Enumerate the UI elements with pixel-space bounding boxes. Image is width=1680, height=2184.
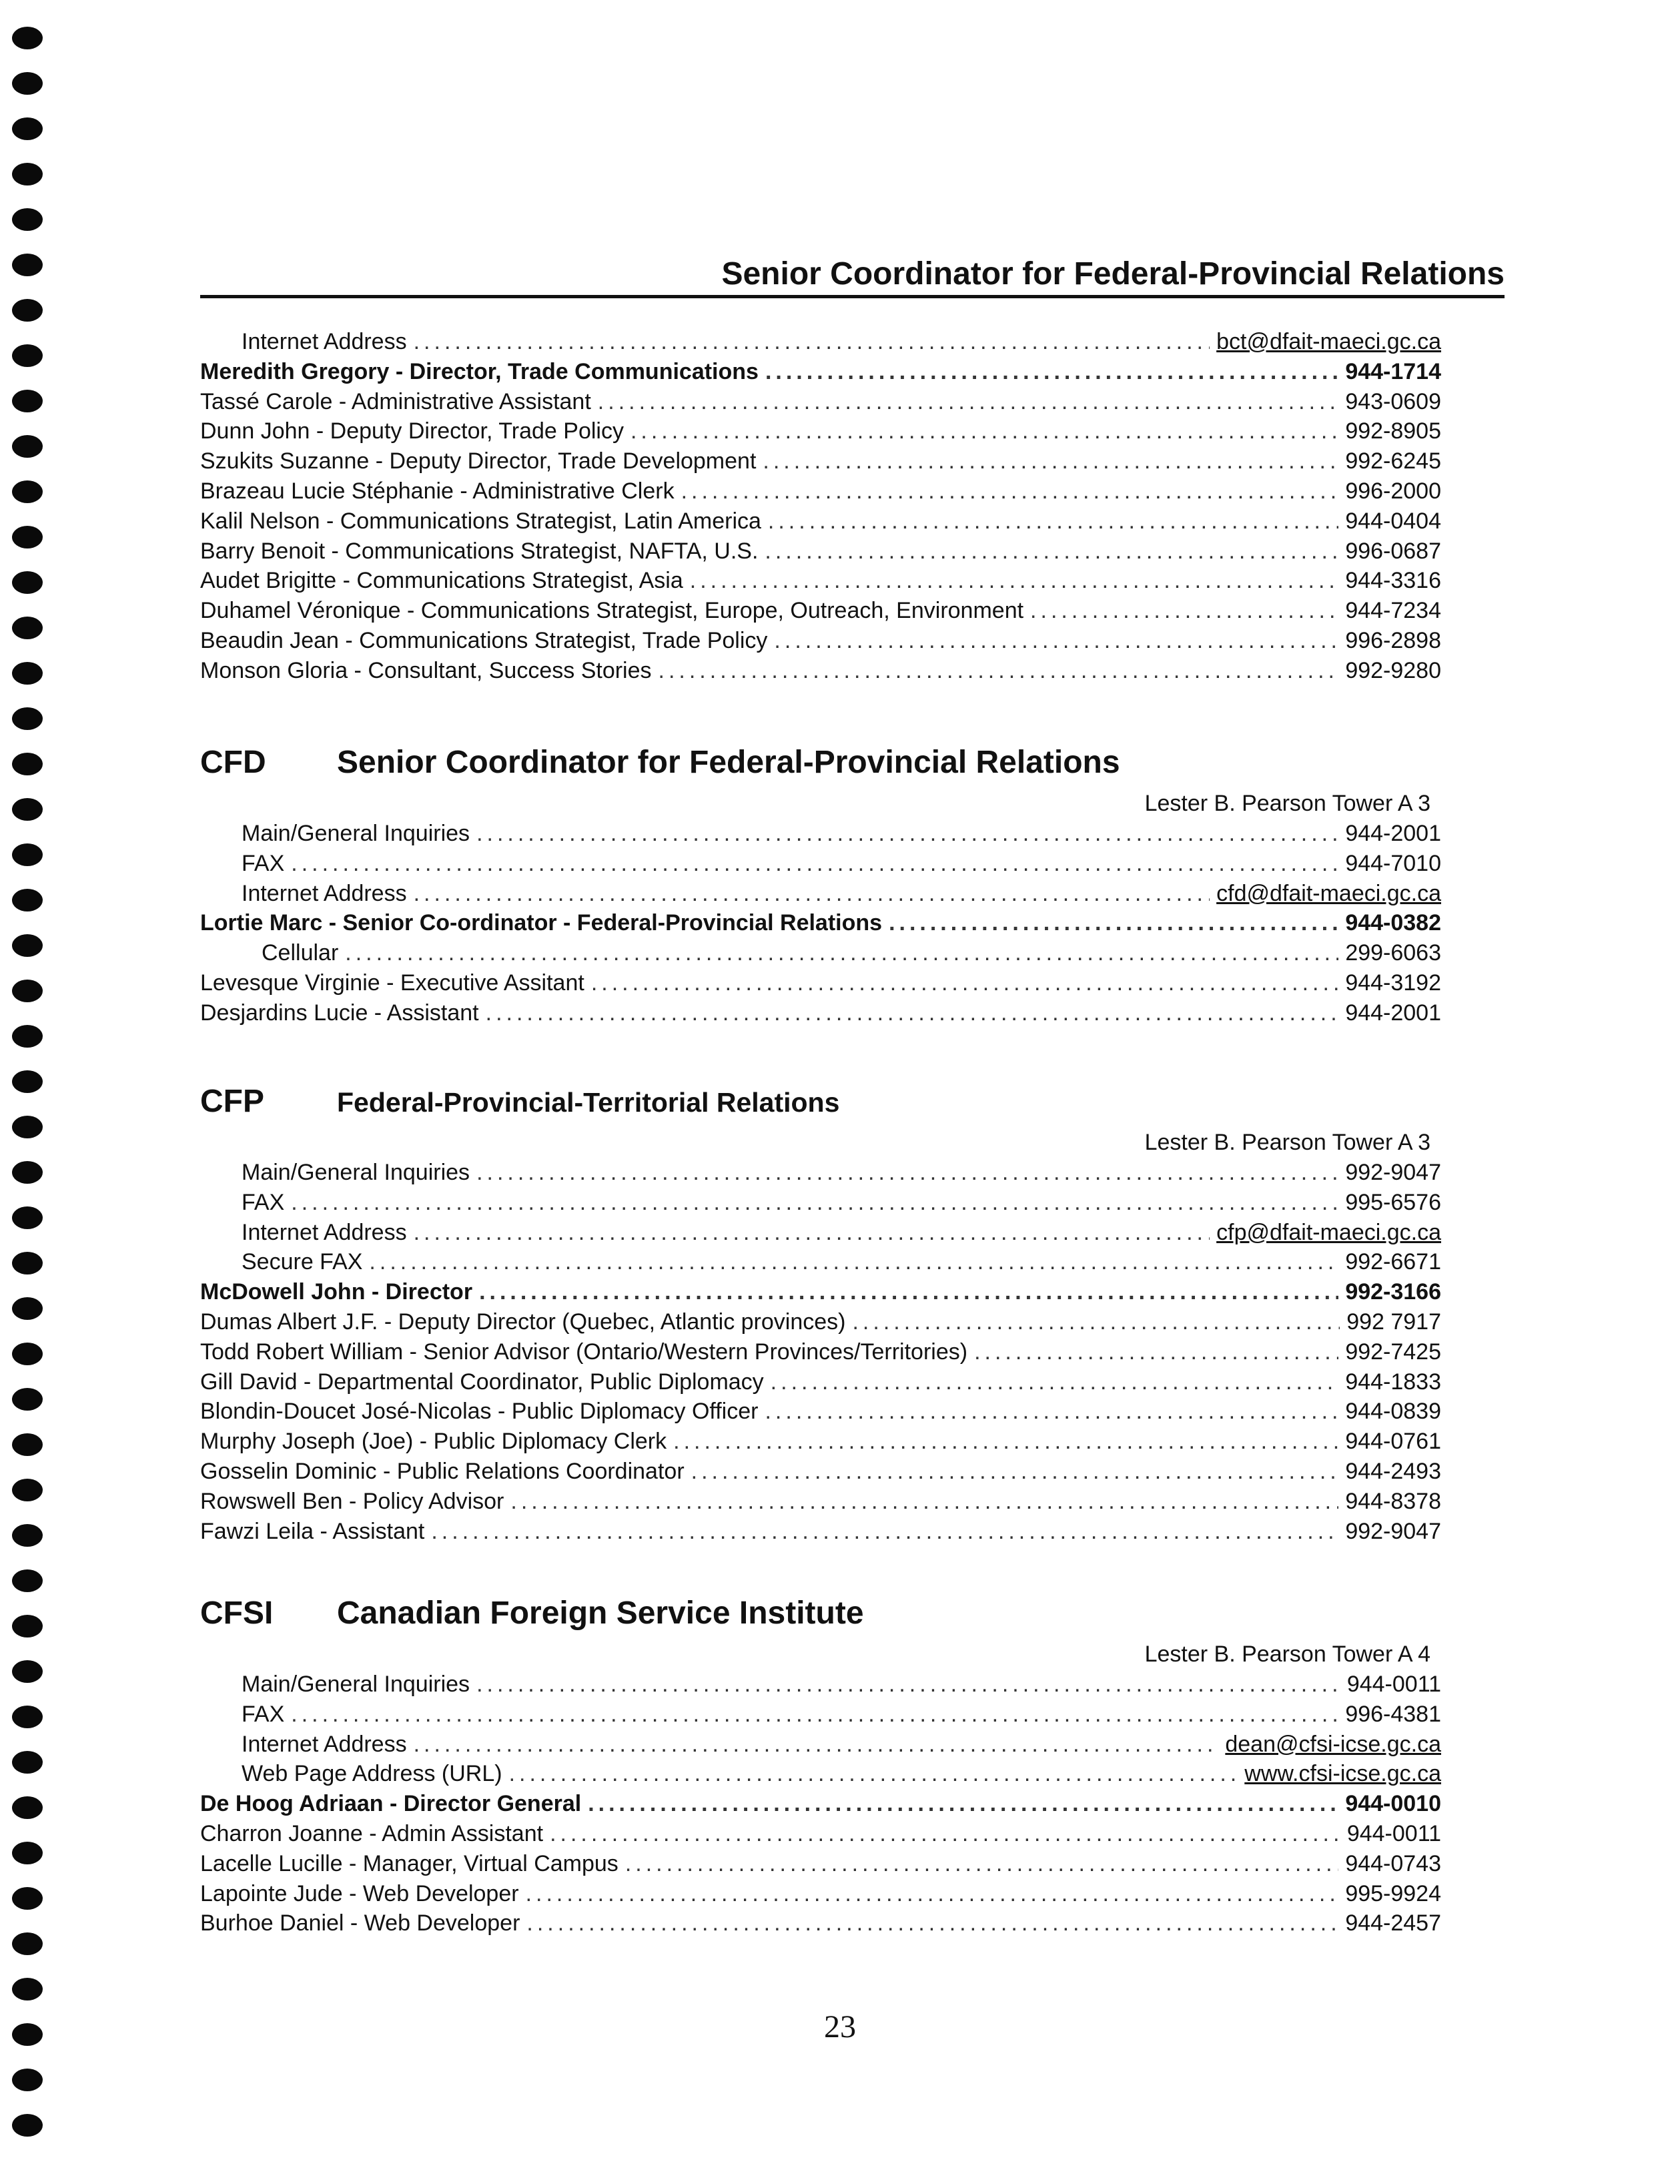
section-heading bbox=[200, 1083, 1441, 1127]
binding-hole bbox=[12, 798, 43, 821]
dot-leader bbox=[625, 1849, 1339, 1879]
entry-phone: 992-7425 bbox=[1345, 1339, 1441, 1365]
entry-phone: 299-6063 bbox=[1345, 940, 1441, 966]
binding-hole bbox=[12, 1978, 43, 2000]
entry-label: Szukits Suzanne - Deputy Director, Trade Development bbox=[200, 448, 757, 474]
entry-label: Main/General Inquiries bbox=[242, 1160, 470, 1185]
dot-leader bbox=[414, 1218, 1210, 1248]
entry-label: FAX bbox=[242, 850, 285, 876]
binding-hole bbox=[12, 1297, 43, 1320]
binding-hole bbox=[12, 344, 43, 367]
binding-hole bbox=[12, 889, 43, 912]
dot-leader bbox=[291, 1700, 1338, 1730]
binding-hole bbox=[12, 163, 43, 186]
binding-hole bbox=[12, 1932, 43, 1955]
directory-entry bbox=[200, 1908, 1441, 1938]
entry-phone: 944-3192 bbox=[1345, 970, 1441, 996]
directory-entry bbox=[200, 656, 1441, 686]
binding-hole bbox=[12, 2069, 43, 2091]
entry-list bbox=[200, 1158, 1441, 1546]
directory-entry bbox=[200, 506, 1441, 536]
entry-label: Gill David - Departmental Coordinator, Public Diplomacy bbox=[200, 1369, 764, 1395]
entry-label: Desjardins Lucie - Assistant bbox=[200, 1000, 479, 1026]
entry-label: Duhamel Véronique - Communications Strategist, Europe, Outreach, Environment bbox=[200, 598, 1024, 624]
binding-hole bbox=[12, 843, 43, 866]
dot-leader bbox=[291, 849, 1338, 879]
binding-hole bbox=[12, 480, 43, 503]
dot-leader bbox=[414, 327, 1210, 357]
entry-label: Meredith Gregory - Director, Trade Communications bbox=[200, 358, 759, 384]
dot-leader bbox=[1030, 596, 1338, 626]
binding-hole bbox=[12, 934, 43, 957]
dot-leader bbox=[476, 1670, 1340, 1700]
entry-phone: 944-2457 bbox=[1345, 1910, 1441, 1936]
dot-leader bbox=[588, 1789, 1338, 1819]
entry-label: Murphy Joseph (Joe) - Public Diplomacy Clerk bbox=[200, 1429, 667, 1455]
directory-entry bbox=[200, 1337, 1441, 1367]
entry-label: Lapointe Jude - Web Developer bbox=[200, 1880, 519, 1906]
directory-entry bbox=[200, 938, 1441, 968]
dot-leader bbox=[659, 656, 1339, 686]
dot-leader bbox=[598, 387, 1339, 417]
section-cfp bbox=[200, 1083, 1441, 1546]
spiral-binding bbox=[12, 27, 44, 2162]
dot-leader bbox=[414, 879, 1210, 909]
dot-leader bbox=[763, 446, 1338, 476]
directory-entry bbox=[200, 357, 1441, 387]
binding-hole bbox=[12, 1887, 43, 1910]
binding-hole bbox=[12, 571, 43, 594]
entry-label: Burhoe Daniel - Web Developer bbox=[200, 1910, 520, 1936]
dot-leader bbox=[765, 1397, 1338, 1427]
binding-hole bbox=[12, 435, 43, 458]
entry-phone: 996-0687 bbox=[1345, 538, 1441, 564]
entry-phone: 992-8905 bbox=[1345, 418, 1441, 444]
directory-entry bbox=[200, 387, 1441, 417]
dot-leader bbox=[774, 626, 1338, 656]
section-cfd bbox=[200, 744, 1441, 1028]
dot-leader bbox=[765, 357, 1338, 387]
binding-hole bbox=[12, 1433, 43, 1456]
directory-entry bbox=[200, 1759, 1441, 1789]
dot-leader bbox=[509, 1759, 1238, 1789]
binding-hole bbox=[12, 1615, 43, 1637]
entry-phone: 992-9047 bbox=[1345, 1518, 1441, 1544]
binding-hole bbox=[12, 1660, 43, 1683]
directory-entry bbox=[200, 849, 1441, 879]
section-location: Lester B. Pearson Tower A 3 bbox=[1144, 1130, 1430, 1155]
directory-entry bbox=[200, 1457, 1441, 1487]
entry-label: Brazeau Lucie Stéphanie - Administrative Clerk bbox=[200, 478, 675, 504]
directory-entry bbox=[200, 1158, 1441, 1188]
directory-entry bbox=[200, 446, 1441, 476]
entry-label: Audet Brigitte - Communications Strategist, Asia bbox=[200, 568, 683, 594]
dot-leader bbox=[291, 1188, 1338, 1218]
dot-leader bbox=[691, 1457, 1339, 1487]
entry-link[interactable]: dean@cfsi-icse.gc.ca bbox=[1225, 1731, 1441, 1757]
dot-leader bbox=[550, 1819, 1340, 1849]
entry-phone: 944-0011 bbox=[1346, 1672, 1441, 1697]
dot-leader bbox=[526, 1879, 1339, 1909]
entry-link[interactable]: bct@dfait-maeci.gc.ca bbox=[1216, 329, 1441, 354]
entry-label: Internet Address bbox=[242, 1219, 407, 1245]
directory-entry bbox=[200, 596, 1441, 626]
binding-hole bbox=[12, 1343, 43, 1365]
directory-entry bbox=[200, 566, 1441, 596]
binding-hole bbox=[12, 707, 43, 730]
binding-hole bbox=[12, 1025, 43, 1048]
directory-entry bbox=[200, 1188, 1441, 1218]
dot-leader bbox=[476, 819, 1338, 849]
entry-label: Main/General Inquiries bbox=[242, 821, 470, 846]
directory-entry bbox=[200, 476, 1441, 506]
dot-leader bbox=[765, 536, 1338, 567]
directory-entry bbox=[200, 1367, 1441, 1397]
section-code: CFD bbox=[200, 745, 266, 780]
entry-label: Internet Address bbox=[242, 1731, 407, 1757]
page-title: Senior Coordinator for Federal-Provincial Relations bbox=[721, 256, 1505, 292]
binding-hole bbox=[12, 1524, 43, 1547]
entry-phone: 944-2001 bbox=[1345, 1000, 1441, 1026]
section-name: Federal-Provincial-Territorial Relations bbox=[337, 1087, 840, 1118]
entry-phone: 944-7234 bbox=[1345, 598, 1441, 624]
entry-phone: 992-6245 bbox=[1345, 448, 1441, 474]
directory-entry bbox=[200, 908, 1441, 938]
dot-leader bbox=[690, 566, 1339, 596]
entry-label: Todd Robert William - Senior Advisor (Ontario/Western Provinces/Territories) bbox=[200, 1339, 968, 1365]
dot-leader bbox=[431, 1517, 1338, 1547]
dot-leader bbox=[852, 1307, 1340, 1337]
binding-hole bbox=[12, 1206, 43, 1229]
entry-link[interactable]: cfd@dfait-maeci.gc.ca bbox=[1216, 880, 1441, 906]
directory-entry bbox=[200, 1879, 1441, 1909]
entry-label: Lacelle Lucille - Manager, Virtual Campus bbox=[200, 1850, 618, 1876]
section-location: Lester B. Pearson Tower A 4 bbox=[1144, 1642, 1430, 1667]
binding-hole bbox=[12, 1842, 43, 1864]
entry-label: Lortie Marc - Senior Co-ordinator - Federal-Provincial Relations bbox=[200, 910, 883, 936]
entry-label: Fawzi Leila - Assistant bbox=[200, 1518, 425, 1544]
binding-hole bbox=[12, 526, 43, 549]
entry-label: Barry Benoit - Communications Strategist, NAFTA, U.S. bbox=[200, 538, 759, 564]
entry-label: Web Page Address (URL) bbox=[242, 1761, 502, 1787]
entry-label: Internet Address bbox=[242, 329, 407, 354]
dot-leader bbox=[510, 1487, 1338, 1517]
entry-label: Blondin-Doucet José-Nicolas - Public Diplomacy Officer bbox=[200, 1399, 759, 1425]
binding-hole bbox=[12, 1569, 43, 1592]
directory-entry bbox=[200, 626, 1441, 656]
directory-entry bbox=[200, 998, 1441, 1028]
dot-leader bbox=[673, 1427, 1338, 1457]
directory-entry bbox=[200, 1670, 1441, 1700]
entry-label: FAX bbox=[242, 1189, 285, 1215]
binding-hole bbox=[12, 299, 43, 322]
directory-entry bbox=[200, 1247, 1441, 1277]
dot-leader bbox=[369, 1247, 1338, 1277]
entry-phone: 944-8378 bbox=[1345, 1488, 1441, 1514]
entry-link[interactable]: www.cfsi-icse.gc.ca bbox=[1244, 1761, 1441, 1787]
dot-leader bbox=[768, 506, 1338, 536]
entry-label: Charron Joanne - Admin Assistant bbox=[200, 1820, 544, 1846]
directory-entry bbox=[200, 327, 1441, 357]
entry-phone: 995-9924 bbox=[1345, 1880, 1441, 1906]
entry-phone: 944-0011 bbox=[1346, 1820, 1441, 1846]
binding-hole bbox=[12, 1751, 43, 1774]
directory-entry bbox=[200, 1789, 1441, 1819]
dot-leader bbox=[476, 1158, 1338, 1188]
dot-leader bbox=[479, 1277, 1338, 1307]
binding-hole bbox=[12, 390, 43, 412]
directory-entry bbox=[200, 819, 1441, 849]
dot-leader bbox=[414, 1730, 1219, 1760]
section-name: Canadian Foreign Service Institute bbox=[337, 1595, 864, 1631]
dot-leader bbox=[974, 1337, 1338, 1367]
entry-label: Kalil Nelson - Communications Strategist, Latin America bbox=[200, 508, 761, 534]
directory-entry bbox=[200, 1819, 1441, 1849]
page-number: 23 bbox=[824, 2009, 856, 2045]
entry-label: McDowell John - Director bbox=[200, 1279, 473, 1305]
binding-hole bbox=[12, 1116, 43, 1138]
entry-phone: 996-4381 bbox=[1345, 1701, 1441, 1727]
entry-phone: 944-0010 bbox=[1345, 1791, 1441, 1817]
section-heading bbox=[200, 744, 1441, 788]
binding-hole bbox=[12, 1161, 43, 1184]
directory-entry bbox=[200, 1277, 1441, 1307]
entry-phone: 992-3166 bbox=[1345, 1279, 1441, 1305]
entry-phone: 944-0382 bbox=[1345, 910, 1441, 936]
binding-hole bbox=[12, 72, 43, 95]
entry-list bbox=[200, 1670, 1441, 1938]
entry-label: FAX bbox=[242, 1701, 285, 1727]
section-name: Senior Coordinator for Federal-Provincial Relations bbox=[337, 745, 1120, 780]
directory-entry bbox=[200, 1218, 1441, 1248]
entry-phone: 944-3316 bbox=[1345, 568, 1441, 594]
entry-phone: 944-1833 bbox=[1345, 1369, 1441, 1395]
directory-entry bbox=[200, 1487, 1441, 1517]
entry-link[interactable]: cfp@dfait-maeci.gc.ca bbox=[1216, 1219, 1441, 1245]
entry-label: Gosselin Dominic - Public Relations Coordinator bbox=[200, 1458, 685, 1484]
section-heading bbox=[200, 1595, 1441, 1639]
dot-leader bbox=[889, 908, 1338, 938]
directory-entry bbox=[200, 968, 1441, 998]
entry-label: Tassé Carole - Administrative Assistant bbox=[200, 388, 591, 414]
entry-phone: 996-2000 bbox=[1345, 478, 1441, 504]
binding-hole bbox=[12, 208, 43, 231]
entry-phone: 992-9280 bbox=[1345, 657, 1441, 683]
entry-label: Cellular bbox=[262, 940, 339, 966]
binding-hole bbox=[12, 980, 43, 1002]
binding-hole bbox=[12, 254, 43, 276]
entry-label: Dunn John - Deputy Director, Trade Policy bbox=[200, 418, 624, 444]
section-code: CFSI bbox=[200, 1595, 274, 1631]
entry-phone: 943-0609 bbox=[1345, 388, 1441, 414]
entry-phone: 992 7917 bbox=[1346, 1309, 1441, 1335]
dot-leader bbox=[631, 416, 1338, 446]
page-header bbox=[200, 247, 1505, 298]
binding-hole bbox=[12, 2114, 43, 2137]
binding-hole bbox=[12, 1070, 43, 1093]
section-cfsi bbox=[200, 1595, 1441, 1938]
entry-phone: 992-6671 bbox=[1345, 1249, 1441, 1275]
directory-entry bbox=[200, 536, 1441, 567]
entry-phone: 996-2898 bbox=[1345, 627, 1441, 653]
dot-leader bbox=[591, 968, 1339, 998]
entry-phone: 944-0404 bbox=[1345, 508, 1441, 534]
entry-phone: 944-0839 bbox=[1345, 1399, 1441, 1425]
entry-phone: 995-6576 bbox=[1345, 1189, 1441, 1215]
binding-hole bbox=[12, 662, 43, 685]
binding-hole bbox=[12, 753, 43, 775]
binding-hole bbox=[12, 1252, 43, 1275]
binding-hole bbox=[12, 1479, 43, 1501]
binding-hole bbox=[12, 1796, 43, 1819]
entry-list bbox=[200, 327, 1441, 686]
entry-phone: 944-0761 bbox=[1345, 1429, 1441, 1455]
directory-entry bbox=[200, 1397, 1441, 1427]
entry-label: De Hoog Adriaan - Director General bbox=[200, 1791, 582, 1817]
entry-phone: 992-9047 bbox=[1345, 1160, 1441, 1185]
entry-phone: 944-2001 bbox=[1345, 821, 1441, 846]
entry-label: Dumas Albert J.F. - Deputy Director (Quebec, Atlantic provinces) bbox=[200, 1309, 846, 1335]
entry-phone: 944-2493 bbox=[1345, 1458, 1441, 1484]
directory-entry bbox=[200, 879, 1441, 909]
directory-entry bbox=[200, 1730, 1441, 1760]
directory-entry bbox=[200, 1700, 1441, 1730]
dot-leader bbox=[771, 1367, 1339, 1397]
directory-entry bbox=[200, 1427, 1441, 1457]
entry-phone: 944-1714 bbox=[1345, 358, 1441, 384]
entry-label: Beaudin Jean - Communications Strategist, Trade Policy bbox=[200, 627, 768, 653]
entry-phone: 944-7010 bbox=[1345, 850, 1441, 876]
binding-hole bbox=[12, 27, 43, 49]
entry-label: Main/General Inquiries bbox=[242, 1672, 470, 1697]
directory-section-continued bbox=[200, 327, 1441, 686]
binding-hole bbox=[12, 617, 43, 639]
entry-label: Rowswell Ben - Policy Advisor bbox=[200, 1488, 504, 1514]
entry-label: Monson Gloria - Consultant, Success Stories bbox=[200, 657, 652, 683]
directory-entry bbox=[200, 416, 1441, 446]
entry-label: Levesque Virginie - Executive Assitant bbox=[200, 970, 584, 996]
dot-leader bbox=[345, 938, 1338, 968]
binding-hole bbox=[12, 1706, 43, 1728]
dot-leader bbox=[681, 476, 1339, 506]
entry-label: Secure FAX bbox=[242, 1249, 363, 1275]
dot-leader bbox=[486, 998, 1339, 1028]
section-location: Lester B. Pearson Tower A 3 bbox=[1144, 791, 1430, 816]
dot-leader bbox=[526, 1908, 1338, 1938]
binding-hole bbox=[12, 1388, 43, 1411]
entry-label: Internet Address bbox=[242, 880, 407, 906]
entry-list bbox=[200, 819, 1441, 1028]
directory-entry bbox=[200, 1849, 1441, 1879]
directory-entry bbox=[200, 1307, 1441, 1337]
entry-phone: 944-0743 bbox=[1345, 1850, 1441, 1876]
directory-entry bbox=[200, 1517, 1441, 1547]
binding-hole bbox=[12, 117, 43, 140]
section-code: CFP bbox=[200, 1084, 264, 1119]
